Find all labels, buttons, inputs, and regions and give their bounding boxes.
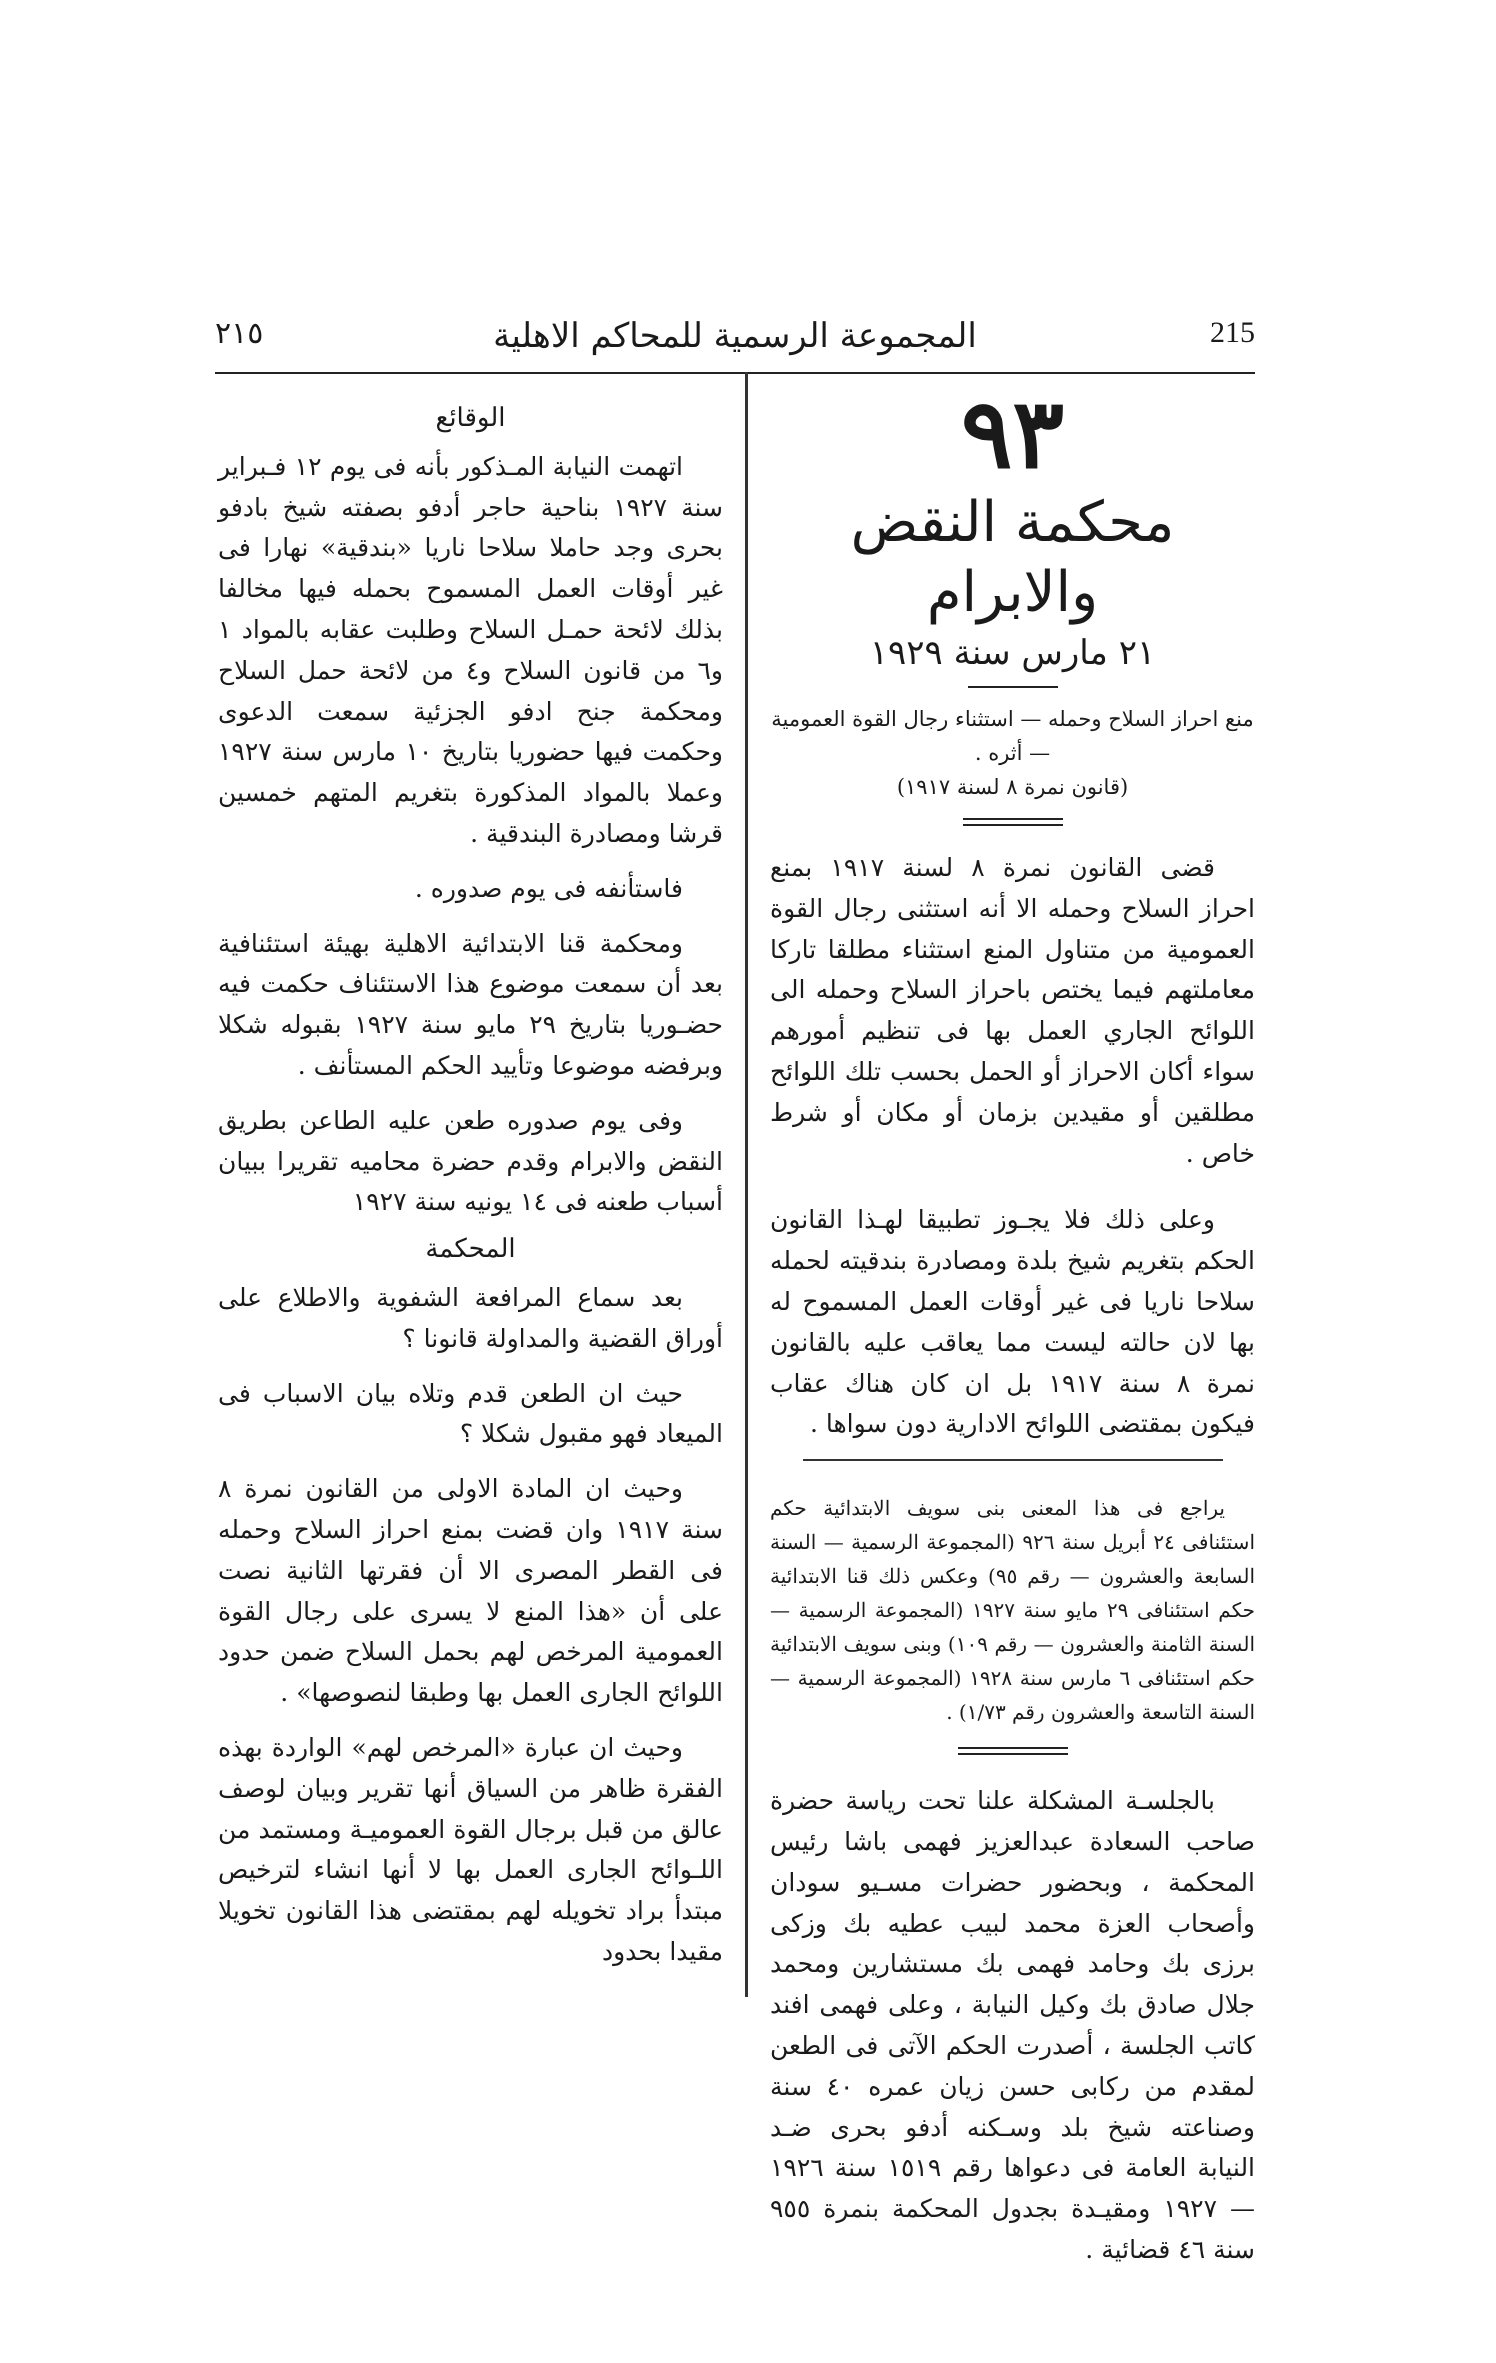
ruling-paragraph: حيث ان الطعن قدم وتلاه بيان الاسباب فى الميعاد فهو مقبول شكلا ؟ [218, 1378, 723, 1449]
right-column [770, 378, 1255, 2271]
short-rule [968, 686, 1058, 688]
court-name: محكمة النقض والابرام [850, 490, 1175, 625]
separator-rule [803, 1459, 1223, 1461]
facts-paragraph: وفى يوم صدوره طعن عليه الطاعن بطريق النقض والابرام وقدم حضرة محاميه تقريرا ببيان أسباب طعنه فى ١٤ يونيه سنة ١٩٢٧ [218, 1105, 723, 1217]
court-heading: المحكمة [425, 1234, 516, 1265]
ruling-paragraph: وحيث ان المادة الاولى من القانون نمرة ٨ سنة ١٩١٧ وان قضت بمنع احراز السلاح وحمله فى القطر المصرى الا أن فقرتها الثانية نصت على أن «هذا المنع لا يسرى على رجال القوة العمومية المرخص لهم بحمل السلاح ضمن حدود اللوائح الجارى العمل بها وطبقا لنصوصها» . [218, 1474, 724, 1708]
facts-paragraph: فاستأنفه فى يوم صدوره . [414, 873, 683, 903]
double-rule [963, 818, 1063, 826]
principle-paragraph: قضى القانون نمرة ٨ لسنة ١٩١٧ بمنع احراز السلاح وحمله الا أنه استثنى رجال القوة العمومية من متناول المنع استثناء مطلقا تاركا معاملتهم فيما يختص باحراز السلاح وحمله الى اللوائح الجاري العمل بها فى تنظيم أمورهم سواء أكان الاحراز أو الحمل بحسب تلك اللوائح مطلقين أو مقيدين بزمان أو مكان أو شرط خاص . [770, 853, 1255, 1168]
double-rule [958, 1747, 1068, 1755]
facts-paragraph: اتهمت النيابة المـذكور بأنه فى يوم ١٢ فـبراير سنة ١٩٢٧ بناحية حاجر أدفو بصفته شيخ بادفو بحرى وجد حاملا سلاحا ناريا «بندقية» نهارا فى غير أوقات العمل المسموح بحمله فيها مخالفا بذلك لائحة حمـل السلاح وطلبت عقابه بالمواد ١ و٦ من قانون السلاح و٤ من لائحة حمل السلاح ومحكمة جنح ادفو الجزئية سمعت الدعوى وحكمت فيها حضوريا بتاريخ ١٠ مارس سنة ١٩٢٧ وعملا بالمواد المذكورة بتغريم المتهم خمسين قرشا ومصادرة البندقية . [218, 451, 723, 848]
case-summary-reference: (قانون نمرة ٨ لسنة ١٩١٧) [896, 775, 1129, 799]
page-header [215, 316, 1255, 374]
facts-heading: الوقائع [435, 403, 506, 433]
left-column [218, 392, 723, 1973]
case-summary: منع احراز السلاح وحمله — استثناء رجال القوة العمومية — أثره . [771, 707, 1254, 765]
ruling-paragraph: بعد سماع المرافعة الشفوية والاطلاع على أوراق القضية والمداولة قانونا ؟ [218, 1282, 723, 1353]
column-divider [745, 372, 748, 1997]
session-paragraph: بالجلسـة المشكلة علنا تحت رياسة حضرة صاحب السعادة عبدالعزيز فهمى باشا رئيس المحكمة ، وبحضور حضرات مسـيو سودان وأصحاب العزة محمد لبيب عطيه بك وزكى برزى بك وحامد فهمى بك مستشارين ومحمد جلال صادق بك وكيل النيابة ، وعلى فهمى افند كاتب الجلسة ، أصدرت الحكم الآتى فى الطعن لمقدم من ركابى حسن زيان عمره ٤٠ سنة وصناعته شيخ بلد وسـكنه أدفو بحرى ضـد النيابة العامة فى دعواها رقم ١٥١٩ سنة ١٩٢٦ — ١٩٢٧ ومقيـدة بجدول المحكمة بنمرة ٩٥٥ سنة ٤٦ قضائية . [770, 1786, 1256, 2264]
case-number: ٩٣ [960, 377, 1065, 490]
reference-note: يراجع فى هذا المعنى بنى سويف الابتدائية حكم استئنافى ٢٤ أبريل سنة ٩٢٦ (المجموعة الرسمية — السنة السابعة والعشرون — رقم ٩٥) وعكس ذلك قنا الابتدائية حكم استئنافى ٢٩ مايو سنة ١٩٢٧ (المجموعة الرسمية — السنة الثامنة والعشرون — رقم ١٠٩) وبنى سويف الابتدائية حكم استئنافى ٦ مارس سنة ١٩٢٨ (المجموعة الرسمية — السنة التاسعة والعشرون رقم ١/٧٣) . [770, 1496, 1256, 1725]
page-number-latin: 215 [1210, 316, 1255, 349]
page-number-arabic: ٢١٥ [215, 316, 264, 351]
journal-title: المجموعة الرسمية للمحاكم الاهلية [493, 316, 977, 356]
ruling-paragraph: وحيث ان عبارة «المرخص لهم» الواردة بهذه الفقرة ظاهر من السياق أنها تقرير وبيان لوصف عالق من قبل برجال القوة العموميـة ومستمد من اللـوائح الجارى العمل بها لا أنها انشاء لترخيص مبتدأ براد تخويله لهم بمقتضى هذا القانون تخويلا مقيدا بحدود [218, 1732, 723, 1966]
principle-paragraph: وعلى ذلك فلا يجـوز تطبيقا لهـذا القانون الحكم بتغريم شيخ بلدة ومصادرة بندقيته لحمله سلاحا ناريا فى غير أوقات العمل المسموح له بها لان حالته ليست مما يعاقب عليه بالقانون نمرة ٨ سنة ١٩١٧ بل ان كان هناك عقاب فيكون بمقتضى اللوائح الادارية دون سواها . [770, 1205, 1255, 1439]
case-date: ٢١ مارس سنة ١٩٢٩ [869, 633, 1156, 673]
facts-paragraph: ومحكمة قنا الابتدائية الاهلية بهيئة استئنافية بعد أن سمعت موضوع هذا الاستئناف حكمت فيه حضـوريا بتاريخ ٢٩ مايو سنة ١٩٢٧ بقبوله شكلا وبرفضه موضوعا وتأييد الحكم المستأنف . [218, 928, 724, 1080]
